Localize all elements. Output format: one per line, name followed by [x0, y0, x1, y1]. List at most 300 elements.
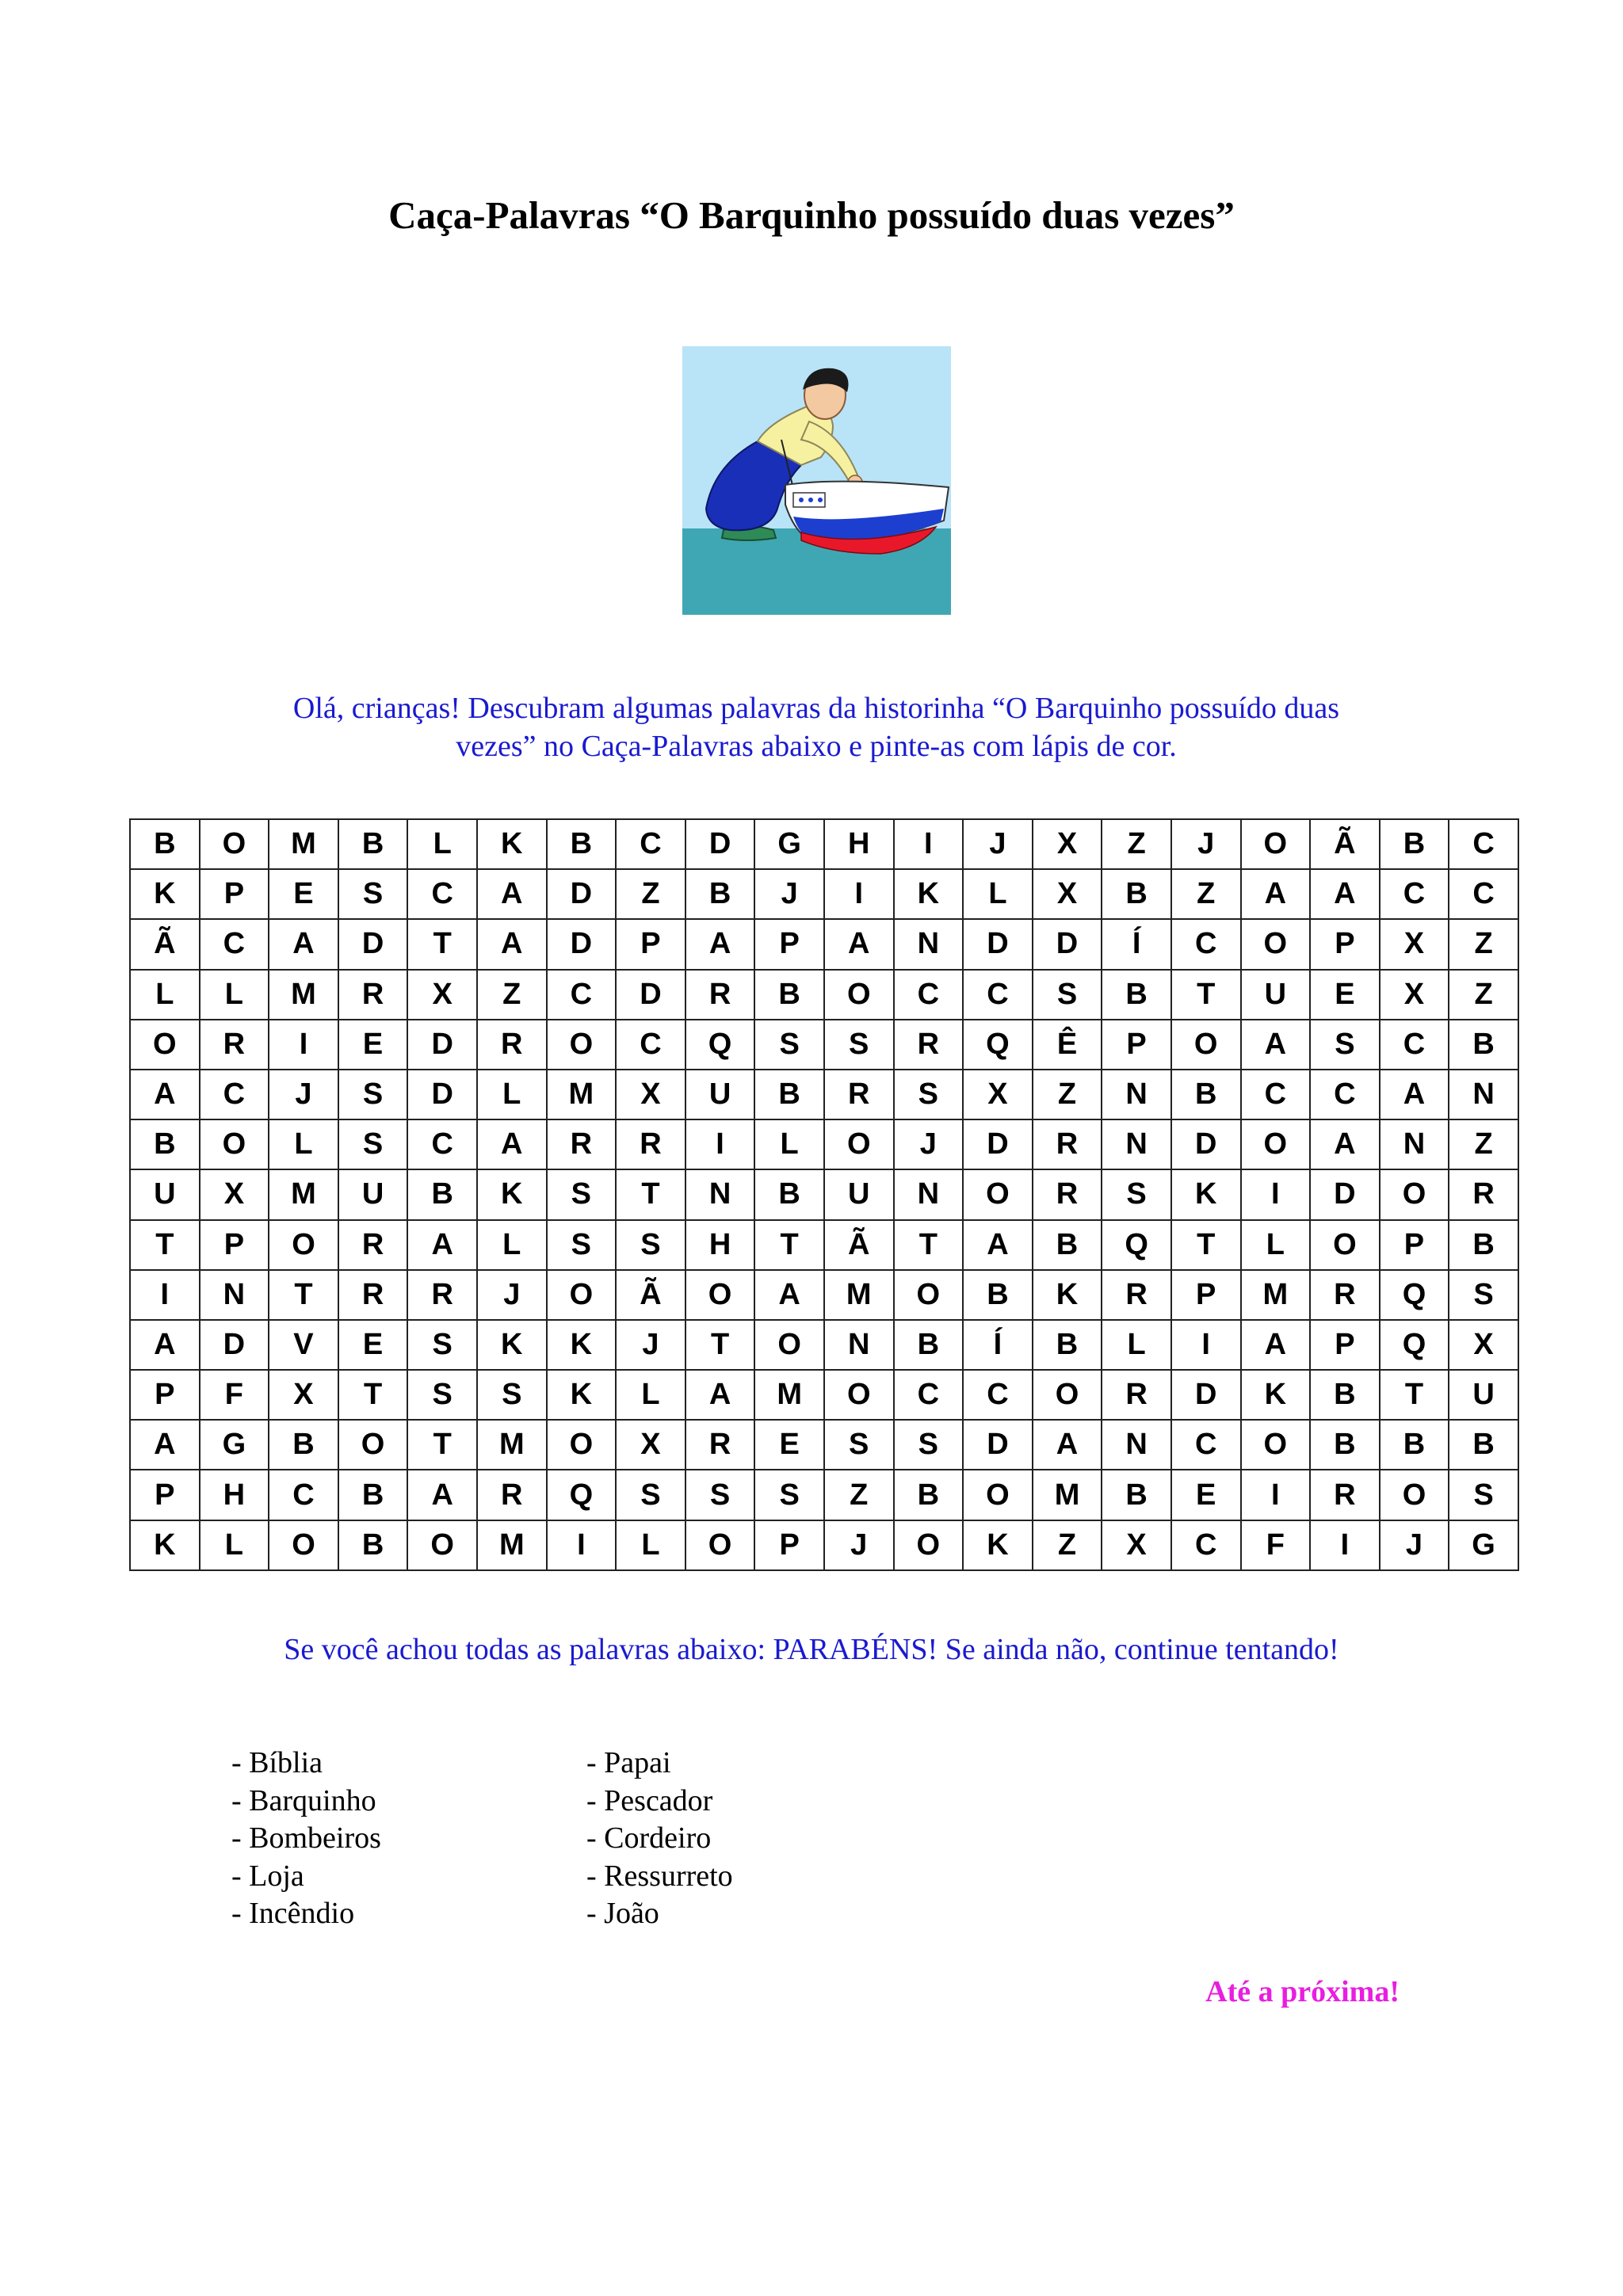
grid-cell: O: [894, 1270, 964, 1320]
grid-cell: A: [130, 1420, 200, 1470]
grid-cell: C: [1310, 1070, 1380, 1119]
grid-cell: C: [200, 1070, 269, 1119]
page-title: Caça-Palavras “O Barquinho possuído duas vezes”: [388, 193, 1235, 237]
grid-cell: O: [1241, 1119, 1311, 1169]
grid-row: [130, 869, 1518, 919]
grid-row: [130, 970, 1518, 1020]
grid-cell: L: [200, 970, 269, 1020]
grid-cell: N: [1102, 1420, 1171, 1470]
grid-cell: X: [407, 970, 477, 1020]
grid-cell: B: [1449, 1020, 1518, 1070]
grid-cell: R: [616, 1119, 685, 1169]
grid-cell: O: [685, 1520, 755, 1570]
grid-cell: B: [407, 1169, 477, 1219]
word-item: - Loja: [231, 1859, 304, 1893]
grid-cell: C: [1449, 869, 1518, 919]
grid-cell: M: [1033, 1470, 1102, 1520]
grid-cell: R: [685, 970, 755, 1020]
grid-cell: K: [477, 819, 547, 869]
grid-cell: J: [1171, 819, 1241, 869]
grid-cell: N: [200, 1270, 269, 1320]
grid-cell: X: [1033, 819, 1102, 869]
grid-cell: X: [1449, 1320, 1518, 1370]
grid-cell: P: [754, 919, 824, 969]
grid-cell: L: [477, 1070, 547, 1119]
grid-cell: C: [1380, 1020, 1449, 1070]
grid-cell: K: [1033, 1270, 1102, 1320]
grid-cell: B: [1310, 1420, 1380, 1470]
grid-cell: R: [894, 1020, 964, 1070]
grid-cell: C: [269, 1470, 338, 1520]
grid-cell: A: [1310, 1119, 1380, 1169]
word-list-left: [231, 1745, 381, 1933]
grid-cell: P: [200, 869, 269, 919]
grid-cell: B: [1449, 1420, 1518, 1470]
grid-cell: T: [1171, 970, 1241, 1020]
grid-cell: E: [338, 1320, 408, 1370]
grid-cell: X: [1380, 919, 1449, 969]
grid-cell: O: [1380, 1169, 1449, 1219]
grid-cell: U: [824, 1169, 894, 1219]
grid-cell: S: [477, 1370, 547, 1420]
grid-cell: G: [200, 1420, 269, 1470]
boy-with-toy-boat-icon: [682, 346, 951, 615]
grid-cell: C: [1241, 1070, 1311, 1119]
grid-cell: K: [1241, 1370, 1311, 1420]
grid-cell: L: [616, 1370, 685, 1420]
grid-cell: Q: [963, 1020, 1033, 1070]
grid-cell: E: [1171, 1470, 1241, 1520]
grid-cell: C: [1449, 819, 1518, 869]
word-list-right: [586, 1745, 733, 1933]
grid-cell: O: [1033, 1370, 1102, 1420]
grid-cell: Ã: [616, 1270, 685, 1320]
grid-cell: B: [685, 869, 755, 919]
grid-cell: Q: [1380, 1320, 1449, 1370]
grid-cell: J: [894, 1119, 964, 1169]
grid-cell: O: [1310, 1220, 1380, 1270]
grid-cell: B: [963, 1270, 1033, 1320]
grid-cell: B: [1033, 1220, 1102, 1270]
grid-cell: D: [1171, 1119, 1241, 1169]
grid-cell: B: [338, 819, 408, 869]
grid-cell: D: [1310, 1169, 1380, 1219]
grid-cell: G: [1449, 1520, 1518, 1570]
grid-cell: S: [685, 1470, 755, 1520]
grid-cell: I: [824, 869, 894, 919]
grid-cell: O: [1380, 1470, 1449, 1520]
grid-cell: A: [685, 919, 755, 969]
word-item: - Ressurreto: [586, 1859, 733, 1893]
grid-cell: J: [269, 1070, 338, 1119]
grid-cell: Z: [1449, 919, 1518, 969]
grid-cell: X: [963, 1070, 1033, 1119]
grid-cell: V: [269, 1320, 338, 1370]
grid-cell: Z: [1102, 819, 1171, 869]
grid-cell: O: [894, 1520, 964, 1570]
grid-cell: Q: [547, 1470, 617, 1520]
grid-cell: M: [477, 1520, 547, 1570]
grid-cell: S: [338, 869, 408, 919]
grid-cell: O: [1241, 819, 1311, 869]
grid-cell: R: [200, 1020, 269, 1070]
grid-cell: O: [754, 1320, 824, 1370]
grid-cell: K: [963, 1520, 1033, 1570]
grid-cell: C: [963, 970, 1033, 1020]
grid-cell: I: [685, 1119, 755, 1169]
grid-cell: D: [338, 919, 408, 969]
grid-cell: C: [1171, 1420, 1241, 1470]
grid-cell: U: [338, 1169, 408, 1219]
grid-cell: B: [754, 970, 824, 1020]
grid-cell: N: [1102, 1070, 1171, 1119]
intro-line-1: Olá, crianças! Descubram algumas palavras da historinha “O Barquinho possuído duas: [292, 692, 1340, 725]
grid-cell: B: [1102, 869, 1171, 919]
grid-cell: A: [824, 919, 894, 969]
grid-cell: D: [407, 1070, 477, 1119]
grid-cell: D: [1033, 919, 1102, 969]
grid-cell: T: [894, 1220, 964, 1270]
grid-row: [130, 1070, 1518, 1119]
grid-cell: A: [477, 1119, 547, 1169]
intro-text: [198, 689, 1434, 765]
grid-cell: X: [200, 1169, 269, 1219]
grid-cell: H: [200, 1470, 269, 1520]
grid-cell: S: [1449, 1270, 1518, 1320]
grid-cell: K: [1171, 1169, 1241, 1219]
grid-cell: P: [1102, 1020, 1171, 1070]
grid-cell: R: [1102, 1270, 1171, 1320]
grid-cell: L: [477, 1220, 547, 1270]
grid-cell: A: [269, 919, 338, 969]
grid-cell: R: [824, 1070, 894, 1119]
grid-cell: T: [1171, 1220, 1241, 1270]
grid-cell: L: [1102, 1320, 1171, 1370]
grid-cell: D: [547, 919, 617, 969]
grid-cell: O: [1241, 919, 1311, 969]
word-item: - Pescador: [586, 1783, 713, 1817]
grid-cell: R: [1310, 1470, 1380, 1520]
grid-cell: C: [407, 1119, 477, 1169]
grid-cell: U: [685, 1070, 755, 1119]
grid-cell: N: [1380, 1119, 1449, 1169]
grid-cell: T: [616, 1169, 685, 1219]
grid-cell: R: [1102, 1370, 1171, 1420]
grid-cell: S: [1449, 1470, 1518, 1520]
grid-cell: N: [894, 1169, 964, 1219]
grid-cell: S: [616, 1220, 685, 1270]
grid-cell: Q: [1380, 1270, 1449, 1320]
word-item: - Papai: [586, 1746, 671, 1779]
grid-cell: T: [407, 919, 477, 969]
grid-cell: R: [477, 1470, 547, 1520]
grid-cell: R: [685, 1420, 755, 1470]
grid-cell: K: [477, 1169, 547, 1219]
grid-row: [130, 1119, 1518, 1169]
grid-cell: S: [1033, 970, 1102, 1020]
word-search-grid: [129, 818, 1519, 1571]
word-item: - Bombeiros: [231, 1821, 381, 1855]
grid-cell: L: [407, 819, 477, 869]
grid-cell: T: [130, 1220, 200, 1270]
grid-cell: D: [547, 869, 617, 919]
grid-cell: A: [477, 869, 547, 919]
grid-cell: A: [1310, 869, 1380, 919]
grid-cell: O: [824, 1119, 894, 1169]
grid-cell: N: [824, 1320, 894, 1370]
grid-cell: E: [1310, 970, 1380, 1020]
grid-cell: B: [894, 1320, 964, 1370]
grid-cell: L: [130, 970, 200, 1020]
grid-cell: K: [130, 1520, 200, 1570]
grid-cell: S: [547, 1220, 617, 1270]
grid-cell: S: [547, 1169, 617, 1219]
grid-cell: X: [1102, 1520, 1171, 1570]
grid-cell: X: [616, 1070, 685, 1119]
grid-cell: B: [754, 1070, 824, 1119]
grid-cell: D: [616, 970, 685, 1020]
grid-row: [130, 1520, 1518, 1570]
grid-row: [130, 819, 1518, 869]
grid-row: [130, 1320, 1518, 1370]
grid-cell: S: [824, 1420, 894, 1470]
grid-cell: S: [824, 1020, 894, 1070]
grid-cell: A: [130, 1070, 200, 1119]
grid-cell: O: [824, 970, 894, 1020]
grid-cell: S: [338, 1070, 408, 1119]
grid-cell: B: [1380, 1420, 1449, 1470]
grid-cell: B: [130, 819, 200, 869]
grid-cell: D: [1171, 1370, 1241, 1420]
grid-cell: Z: [1449, 970, 1518, 1020]
grid-cell: B: [338, 1520, 408, 1570]
grid-cell: I: [1241, 1169, 1311, 1219]
farewell-text: Até a próxima!: [1205, 1975, 1400, 2008]
grid-cell: M: [547, 1070, 617, 1119]
grid-cell: H: [824, 819, 894, 869]
grid-cell: O: [200, 819, 269, 869]
grid-cell: O: [130, 1020, 200, 1070]
grid-cell: A: [1380, 1070, 1449, 1119]
grid-cell: R: [338, 970, 408, 1020]
grid-cell: P: [1310, 1320, 1380, 1370]
grid-cell: C: [547, 970, 617, 1020]
grid-cell: X: [1033, 869, 1102, 919]
grid-cell: T: [269, 1270, 338, 1320]
grid-cell: C: [894, 970, 964, 1020]
grid-cell: S: [894, 1420, 964, 1470]
grid-cell: E: [269, 869, 338, 919]
grid-cell: X: [616, 1420, 685, 1470]
grid-cell: P: [616, 919, 685, 969]
grid-cell: R: [1033, 1169, 1102, 1219]
grid-cell: G: [754, 819, 824, 869]
grid-cell: O: [963, 1169, 1033, 1219]
grid-cell: I: [894, 819, 964, 869]
grid-cell: C: [407, 869, 477, 919]
grid-cell: C: [963, 1370, 1033, 1420]
intro-line-2: vezes” no Caça-Palavras abaixo e pinte-as com lápis de cor.: [456, 730, 1177, 763]
grid-cell: B: [1033, 1320, 1102, 1370]
grid-row: [130, 919, 1518, 969]
grid-cell: A: [130, 1320, 200, 1370]
grid-cell: A: [407, 1470, 477, 1520]
grid-cell: M: [269, 819, 338, 869]
grid-cell: R: [1310, 1270, 1380, 1320]
grid-cell: K: [130, 869, 200, 919]
grid-cell: F: [200, 1370, 269, 1420]
grid-cell: P: [130, 1470, 200, 1520]
grid-cell: B: [1449, 1220, 1518, 1270]
grid-cell: S: [754, 1020, 824, 1070]
grid-cell: N: [894, 919, 964, 969]
grid-cell: Q: [685, 1020, 755, 1070]
grid-cell: B: [1102, 970, 1171, 1020]
grid-cell: U: [1241, 970, 1311, 1020]
grid-cell: O: [200, 1119, 269, 1169]
grid-cell: L: [754, 1119, 824, 1169]
grid-cell: C: [1171, 1520, 1241, 1570]
grid-cell: O: [547, 1420, 617, 1470]
grid-cell: J: [963, 819, 1033, 869]
grid-cell: L: [200, 1520, 269, 1570]
grid-cell: E: [754, 1420, 824, 1470]
grid-cell: O: [547, 1270, 617, 1320]
grid-cell: C: [616, 1020, 685, 1070]
word-item: - Bíblia: [231, 1746, 323, 1779]
grid-cell: H: [685, 1220, 755, 1270]
grid-cell: A: [1241, 1020, 1311, 1070]
grid-cell: T: [1380, 1370, 1449, 1420]
grid-cell: J: [824, 1520, 894, 1570]
grid-cell: B: [1310, 1370, 1380, 1420]
grid-cell: A: [685, 1370, 755, 1420]
grid-cell: Í: [963, 1320, 1033, 1370]
grid-cell: S: [754, 1470, 824, 1520]
grid-cell: B: [894, 1470, 964, 1520]
grid-cell: Z: [477, 970, 547, 1020]
grid-row: [130, 1470, 1518, 1520]
grid-cell: I: [130, 1270, 200, 1320]
grid-cell: D: [685, 819, 755, 869]
grid-cell: M: [269, 1169, 338, 1219]
grid-cell: B: [1171, 1070, 1241, 1119]
grid-cell: R: [1033, 1119, 1102, 1169]
grid-cell: K: [547, 1370, 617, 1420]
grid-cell: L: [269, 1119, 338, 1169]
grid-cell: P: [754, 1520, 824, 1570]
grid-cell: T: [407, 1420, 477, 1470]
grid-row: [130, 1270, 1518, 1320]
grid-cell: L: [1241, 1220, 1311, 1270]
grid-cell: A: [407, 1220, 477, 1270]
grid-cell: L: [963, 869, 1033, 919]
grid-cell: Z: [616, 869, 685, 919]
grid-cell: Ã: [824, 1220, 894, 1270]
grid-row: [130, 1370, 1518, 1420]
grid-cell: P: [200, 1220, 269, 1270]
congrats-text: Se você achou todas as palavras abaixo: PARABÉNS! Se ainda não, continue tentando!: [284, 1633, 1339, 1666]
grid-cell: Q: [1102, 1220, 1171, 1270]
grid-cell: M: [1241, 1270, 1311, 1320]
grid-cell: D: [963, 919, 1033, 969]
grid-cell: R: [477, 1020, 547, 1070]
grid-cell: B: [338, 1470, 408, 1520]
grid-cell: R: [1449, 1169, 1518, 1219]
grid-row: [130, 1169, 1518, 1219]
grid-cell: B: [1380, 819, 1449, 869]
grid-cell: C: [616, 819, 685, 869]
grid-cell: R: [338, 1220, 408, 1270]
grid-cell: J: [616, 1320, 685, 1370]
grid-cell: S: [407, 1370, 477, 1420]
grid-cell: B: [754, 1169, 824, 1219]
grid-cell: O: [963, 1470, 1033, 1520]
grid-cell: B: [130, 1119, 200, 1169]
grid-cell: Z: [1171, 869, 1241, 919]
grid-cell: Z: [1033, 1520, 1102, 1570]
grid-cell: C: [200, 919, 269, 969]
grid-cell: T: [754, 1220, 824, 1270]
grid-cell: B: [547, 819, 617, 869]
word-item: - Cordeiro: [586, 1821, 712, 1855]
grid-cell: Ã: [130, 919, 200, 969]
grid-cell: I: [269, 1020, 338, 1070]
grid-cell: J: [1380, 1520, 1449, 1570]
grid-cell: Z: [1449, 1119, 1518, 1169]
grid-cell: O: [269, 1520, 338, 1570]
grid-cell: A: [963, 1220, 1033, 1270]
grid-cell: M: [477, 1420, 547, 1470]
grid-cell: D: [407, 1020, 477, 1070]
grid-cell: R: [407, 1270, 477, 1320]
grid-cell: D: [963, 1420, 1033, 1470]
grid-cell: C: [894, 1370, 964, 1420]
grid-cell: O: [1171, 1020, 1241, 1070]
grid-cell: I: [547, 1520, 617, 1570]
grid-cell: T: [685, 1320, 755, 1370]
grid-cell: P: [1310, 919, 1380, 969]
grid-cell: M: [754, 1370, 824, 1420]
grid-cell: M: [824, 1270, 894, 1320]
grid-cell: N: [1102, 1119, 1171, 1169]
grid-cell: O: [685, 1270, 755, 1320]
grid-cell: N: [685, 1169, 755, 1219]
word-item: - Barquinho: [231, 1783, 376, 1817]
grid-cell: U: [130, 1169, 200, 1219]
grid-cell: F: [1241, 1520, 1311, 1570]
grid-cell: O: [338, 1420, 408, 1470]
word-item: - João: [586, 1897, 659, 1930]
grid-cell: O: [547, 1020, 617, 1070]
grid-cell: Z: [1033, 1070, 1102, 1119]
grid-cell: E: [338, 1020, 408, 1070]
grid-cell: S: [338, 1119, 408, 1169]
grid-cell: B: [1102, 1470, 1171, 1520]
grid-cell: T: [338, 1370, 408, 1420]
grid-cell: Ê: [1033, 1020, 1102, 1070]
grid-row: [130, 1020, 1518, 1070]
grid-cell: Z: [824, 1470, 894, 1520]
grid-cell: R: [547, 1119, 617, 1169]
grid-cell: K: [477, 1320, 547, 1370]
grid-cell: Ã: [1310, 819, 1380, 869]
grid-cell: D: [963, 1119, 1033, 1169]
grid-cell: A: [477, 919, 547, 969]
grid-cell: A: [754, 1270, 824, 1320]
grid-cell: S: [407, 1320, 477, 1370]
grid-cell: N: [1449, 1070, 1518, 1119]
